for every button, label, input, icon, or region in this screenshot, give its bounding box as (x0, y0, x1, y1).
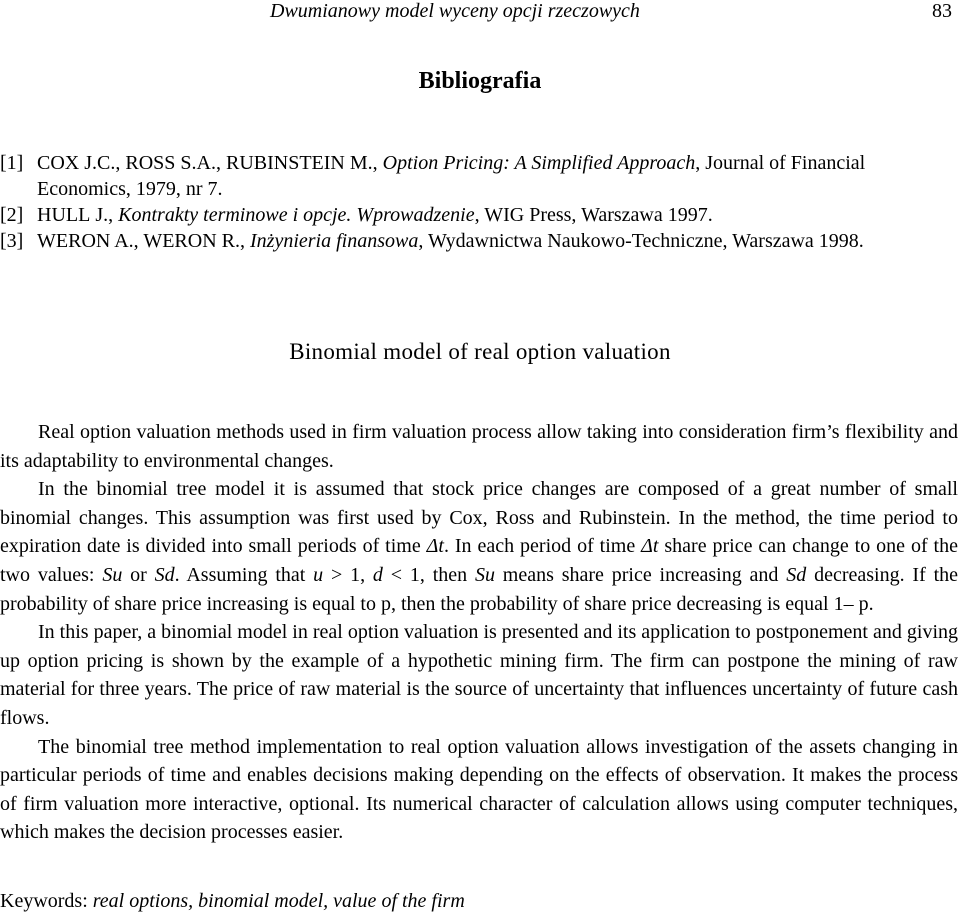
author-initials: J., (90, 204, 119, 226)
keywords-value: real options, binomial model, value of the firm (92, 890, 465, 912)
abstract-title: Binomial model of real option valuation (289, 339, 671, 364)
entry-details: , Journal of Financial Economics, 1979, nr 7. (37, 152, 866, 200)
bibliography-entry (0, 202, 958, 228)
running-title: Dwumianowy model wyceny opcji rzeczowych (270, 0, 640, 22)
bibliography-title: Bibliografia (418, 68, 542, 94)
entry-title: Inżynieria finansowa (250, 230, 419, 252)
author-surname: HULL (37, 204, 91, 226)
author-initials: R., (216, 230, 251, 252)
author-surname: ROSS (125, 152, 176, 174)
abstract-paragraph: In this paper, a binomial model in real option valuation is presented and its application to postponement and giving up option pricing is shown by the example of a hypothetic mining firm. The firm can postpone the mining of raw material for three years. The price of raw material is the source of uncertainty that influences uncertainty of future cash flows. (0, 621, 958, 729)
author-initials: M., (344, 152, 383, 174)
author-initials: S.A., (175, 152, 226, 174)
page-header (0, 0, 960, 24)
bibliography-entry (0, 228, 958, 254)
entry-title: Kontrakty terminowe i opcje. Wprowadzenie (118, 204, 475, 226)
entry-number: [1] (0, 152, 24, 174)
entry-details: , WIG Press, Warszawa 1997. (474, 204, 713, 226)
author-initials: A., (110, 230, 144, 252)
author-initials: J.C., (79, 152, 126, 174)
author-surname: WERON (143, 230, 217, 252)
bibliography-entry (0, 150, 958, 202)
abstract-body (0, 418, 958, 847)
entry-title: Option Pricing: A Simplified Approach (382, 152, 696, 174)
page-number: 83 (932, 0, 952, 22)
abstract-paragraph: In the binomial tree model it is assumed that stock price changes are composed of a great number of small binomial changes. This assumption was first used by Cox, Ross and Rubinstein. In the method, the time period to expiration date is divided into small periods of time Δt. In each period of time Δt share price can change to one of the two values: Su or Sd. Assuming that u > 1, d < 1, then Su means share price increasing and Sd decreasing. If the probability of share price increasing is equal to p, then the probability of share price decreasing is equal 1– p. (0, 478, 959, 615)
abstract-paragraph: Real option valuation methods used in firm valuation process allow taking into consideration firm’s flexibility and its adaptability to environmental changes. (0, 421, 958, 472)
entry-number: [3] (0, 230, 24, 252)
abstract-paragraph: The binomial tree method implementation to real option valuation allows investigation of the assets changing in particular periods of time and enables decisions making depending on the effects of observation. It makes the process of firm valuation more interactive, optional. Its numerical character of calculation allows using computer techniques, which makes the decision processes easier. (0, 735, 958, 844)
keywords-line (0, 890, 958, 913)
author-surname: COX (37, 152, 80, 174)
keywords-label: Keywords: (0, 890, 93, 912)
bibliography-list (0, 150, 958, 254)
entry-details: , Wydawnictwa Naukowo-Techniczne, Warszawa 1998. (418, 230, 864, 252)
author-surname: RUBINSTEIN (225, 152, 345, 174)
author-surname: WERON (37, 230, 111, 252)
entry-number: [2] (0, 204, 24, 226)
